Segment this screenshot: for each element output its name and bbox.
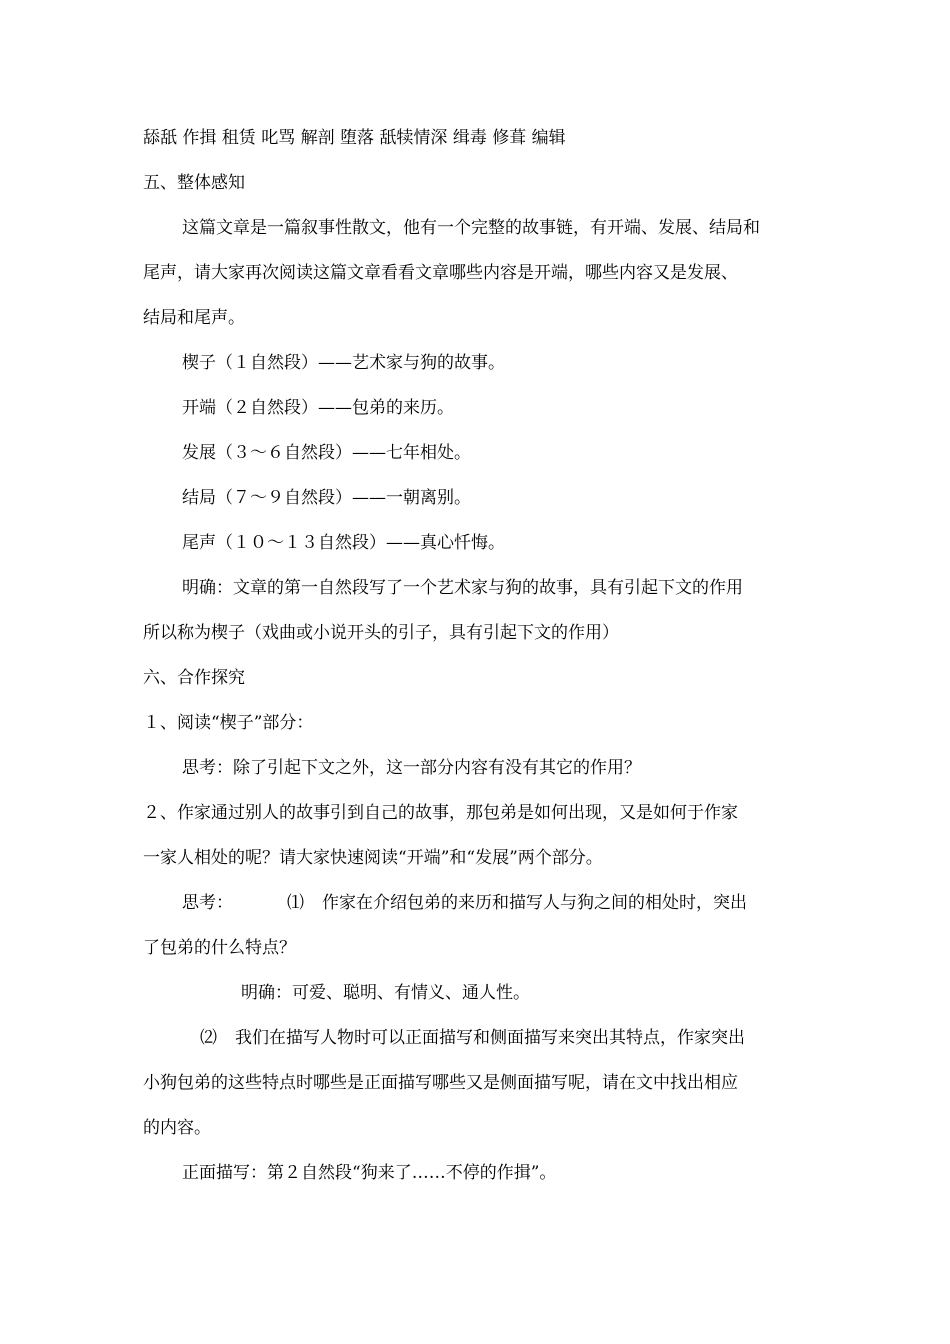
question-two-number: ⑵: [200, 1028, 217, 1048]
question-one-line-1: [182, 891, 747, 915]
question-one-line-2: 了包弟的什么特点？: [143, 938, 296, 958]
question-one-answer: 明确：可爱、聪明、有情义、通人性。: [241, 983, 530, 1003]
section-six-heading: 六、合作探究: [143, 668, 245, 688]
item-two-line-1: ２、作家通过别人的故事引到自己的故事，那包弟是如何出现，又是如何于作家: [143, 803, 738, 823]
question-two-line-2: 小狗包弟的这些特点时哪些是正面描写哪些又是侧面描写呢，请在文中找出相应: [143, 1073, 738, 1093]
item-two-line-2: 一家人相处的呢？请大家快速阅读“开端”和“发展”两个部分。: [143, 848, 603, 868]
question-two-line-3: 的内容。: [143, 1118, 211, 1138]
structure-item-beginning: 开端（２自然段）——包弟的来历。: [182, 398, 454, 418]
structure-item-prologue: 楔子（１自然段）——艺术家与狗的故事。: [182, 353, 505, 373]
front-description: 正面描写：第２自然段“狗来了……不停的作揖”。: [182, 1163, 557, 1183]
structure-item-epilogue: 尾声（１０～１３自然段）——真心忏悔。: [182, 533, 505, 553]
question-one-text: 作家在介绍包弟的来历和描写人与狗之间的相处时，突出: [322, 893, 747, 913]
clarify-line-1: 明确：文章的第一自然段写了一个艺术家与狗的故事，具有引起下文的作用: [182, 578, 743, 598]
clarify-line-2: 所以称为楔子（戏曲或小说开头的引子，具有引起下文的作用）: [143, 623, 619, 643]
structure-item-development: 发展（３～６自然段）——七年相处。: [182, 443, 471, 463]
section-five-intro-line-2: 尾声，请大家再次阅读这篇文章看看文章哪些内容是开端，哪些内容又是发展、: [143, 263, 738, 283]
item-one: １、阅读“楔子”部分：: [143, 713, 314, 733]
section-five-intro-line-1: 这篇文章是一篇叙事性散文，他有一个完整的故事链，有开端、发展、结局和: [182, 218, 760, 238]
section-five-heading: 五、整体感知: [143, 173, 245, 193]
section-five-intro-line-3: 结局和尾声。: [143, 308, 245, 328]
question-two-text: 我们在描写人物时可以正面描写和侧面描写来突出其特点，作家突出: [235, 1028, 745, 1048]
structure-item-ending: 结局（７～９自然段）——一朝离别。: [182, 488, 471, 508]
think-label: 思考：: [182, 893, 233, 913]
item-one-think: 思考：除了引起下文之外，这一部分内容有没有其它的作用？: [182, 758, 641, 778]
vocabulary-line: 舔舐 作揖 租赁 叱骂 解剖 堕落 舐犊情深 缉毒 修葺 编辑: [143, 128, 566, 148]
question-two-line-1: [200, 1026, 745, 1050]
question-one-number: ⑴: [287, 893, 304, 913]
